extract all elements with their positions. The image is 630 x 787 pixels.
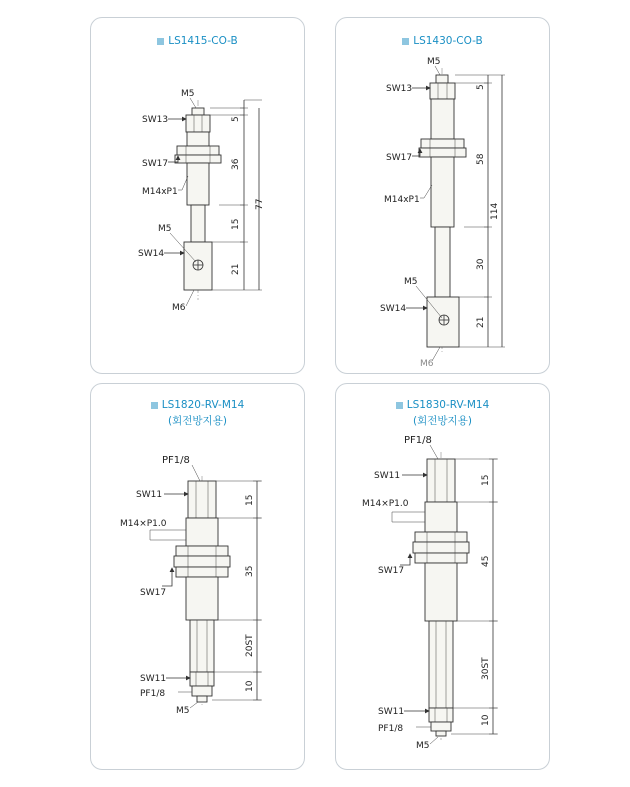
- label-m5-side: M5: [404, 277, 418, 287]
- dim-21: 21: [231, 263, 241, 275]
- drawing-ls1415: [138, 89, 265, 313]
- drawing-ls1430: [380, 57, 505, 369]
- title-subtitle: (회전방지용): [413, 415, 472, 427]
- dim-30: 30: [476, 258, 486, 270]
- dim-45: 45: [481, 555, 491, 567]
- label-pf-bot: PF1/8: [378, 724, 404, 734]
- drawing-ls1820: [120, 455, 262, 716]
- drawing-ls1830: [362, 435, 498, 751]
- label-sw17: SW17: [378, 566, 405, 576]
- label-sw11-top: SW11: [136, 490, 163, 500]
- label-sw11-bot: SW11: [378, 707, 405, 717]
- dim-36: 36: [231, 158, 241, 170]
- dim-21: 21: [476, 316, 486, 328]
- label-thread: M14×P1.0: [120, 519, 167, 529]
- label-thread: M14xP1: [142, 187, 178, 197]
- dim-5: 5: [476, 84, 486, 90]
- dim-77: 77: [255, 198, 265, 210]
- dim-35: 35: [245, 565, 255, 577]
- label-m5-side: M5: [158, 224, 172, 234]
- label-sw14: SW14: [138, 249, 165, 259]
- dim-15: 15: [245, 494, 255, 506]
- dim-10: 10: [481, 714, 491, 726]
- label-sw17: SW17: [142, 159, 169, 169]
- dim-15: 15: [481, 474, 491, 486]
- label-sw11-bot: SW11: [140, 674, 167, 684]
- label-pf-top: PF1/8: [162, 455, 190, 466]
- label-m5: M5: [416, 741, 430, 751]
- label-m5-top: M5: [181, 89, 195, 99]
- label-m6: M6: [420, 359, 434, 369]
- label-sw13: SW13: [142, 115, 169, 125]
- label-thread: M14xP1: [384, 195, 420, 205]
- label-thread: M14×P1.0: [362, 499, 409, 509]
- dim-114: 114: [490, 202, 500, 220]
- label-sw17: SW17: [140, 588, 167, 598]
- label-sw11-top: SW11: [374, 471, 401, 481]
- label-sw17: SW17: [386, 153, 413, 163]
- label-m6: M6: [172, 303, 186, 313]
- title-text: LS1830-RV-M14: [406, 399, 490, 411]
- label-sw13: SW13: [386, 84, 413, 94]
- dim-30st: 30ST: [481, 657, 491, 680]
- dim-10: 10: [245, 680, 255, 692]
- title-subtitle: (회전방지용): [168, 415, 227, 427]
- title-text: LS1820-RV-M14: [161, 399, 245, 411]
- title-text: LS1430-CO-B: [413, 35, 483, 47]
- dim-58: 58: [476, 153, 486, 165]
- label-pf-bot: PF1/8: [140, 689, 166, 699]
- dim-15: 15: [231, 218, 241, 230]
- title-text: LS1415-CO-B: [168, 35, 238, 47]
- label-sw14: SW14: [380, 304, 407, 314]
- label-m5: M5: [176, 706, 190, 716]
- dim-20st: 20ST: [245, 634, 255, 657]
- label-pf-top: PF1/8: [404, 435, 432, 446]
- label-m5-top: M5: [427, 57, 441, 67]
- dim-5: 5: [231, 116, 241, 122]
